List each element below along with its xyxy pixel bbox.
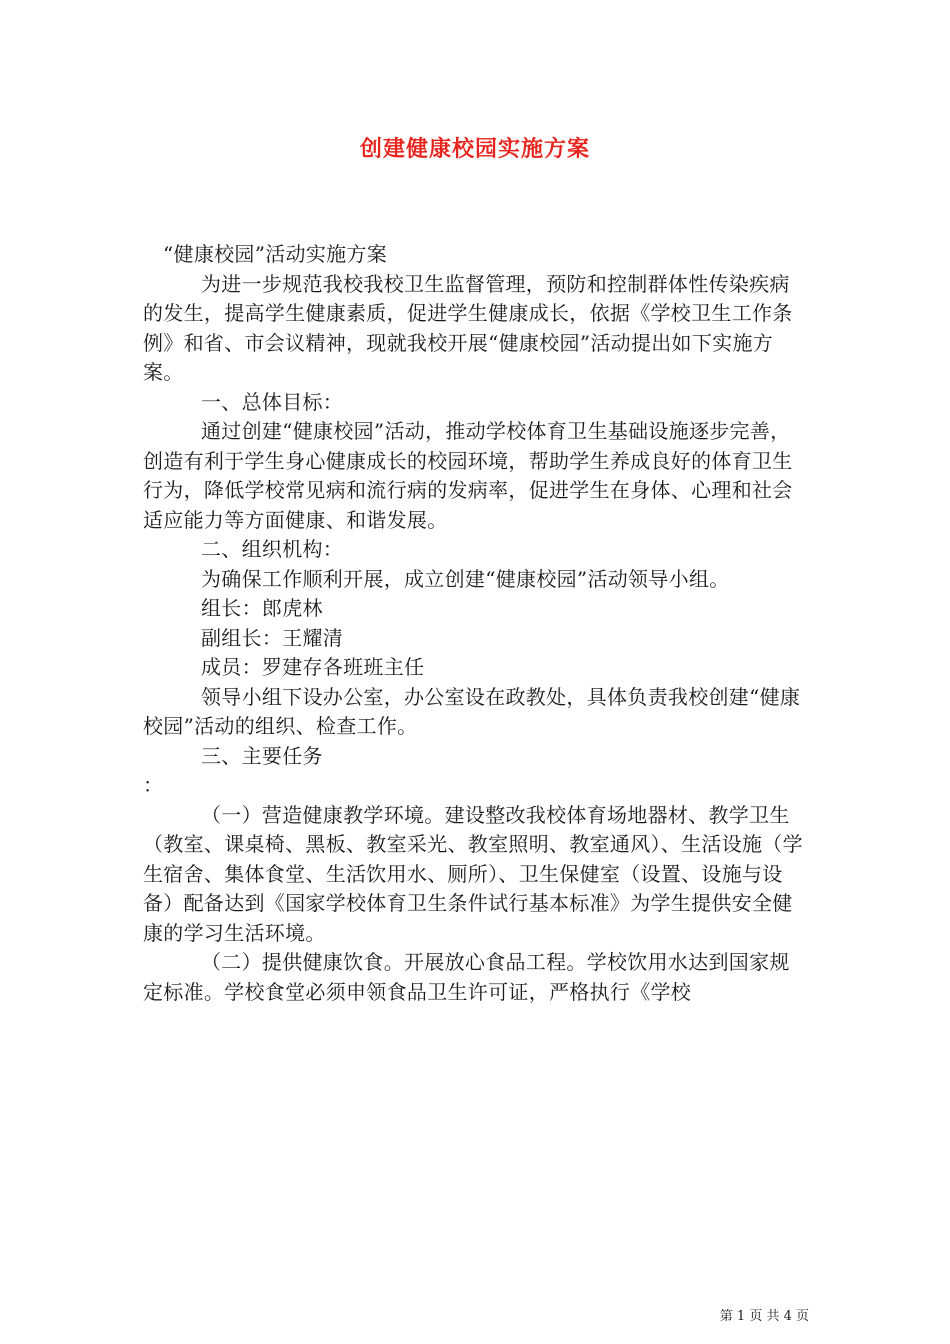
paragraph-organization: 为确保工作顺利开展，成立创建“健康校园”活动领导小组。 <box>201 566 730 591</box>
paragraph-subtitle: “健康校园”活动实施方案 <box>163 242 388 266</box>
deputy-leader-line: 副组长：王耀清 <box>201 625 344 650</box>
section-heading-tasks: 三、主要任务 <box>201 743 323 768</box>
paragraph-task-2: （二）提供健康饮食。开展放心食品工程。学校饮用水达到国家规定标准。学校食堂必须申领食品卫生许可证，严格执行《学校 <box>143 950 790 1004</box>
members-line: 成员：罗建存各班班主任 <box>201 655 425 679</box>
document-body <box>143 240 808 1007</box>
section-heading-goal: 一、总体目标： <box>201 389 344 414</box>
colon-line: ： <box>143 773 164 797</box>
section-heading-organization: 二、组织机构： <box>201 537 344 561</box>
paragraph-office: 领导小组下设办公室，办公室设在政教处，具体负责我校创建“健康校园”活动的组织、检查工作。 <box>143 684 801 738</box>
document-title: 创建健康校园实施方案 <box>359 136 590 162</box>
page-footer: 第 1 页 共 4 页 <box>719 1309 809 1324</box>
paragraph-intro: 为进一步规范我校我校卫生监督管理，预防和控制群体性传染疾病的发生，提高学生健康素质，促进学生健康成长，依据《学校卫生工作条例》和省、市会议精神，现就我校开展“健康校园”活动提出如下实施方案。 <box>143 271 793 384</box>
paragraph-goal: 通过创建“健康校园”活动，推动学校体育卫生基础设施逐步完善，创造有利于学生身心健康成长的校园环境，帮助学生养成良好的体育卫生行为，降低学校常见病和流行病的发病率，促进学生在身体、心理和社会适应能力等方面健康、和谐发展。 <box>143 419 793 532</box>
leader-line: 组长：郎虎林 <box>201 596 323 620</box>
paragraph-task-1: （一）营造健康教学环境。建设整改我校体育场地器材、教学卫生（教室、课桌椅、黑板、教室采光、教室照明、教室通风）、生活设施（学生宿舍、集体食堂、生活饮用水、厕所）、卫生保健室（设置、设施与设备）配备达到《国家学校体育卫生条件试行基本标准》为学生提供安全健康的学习生活环境。 <box>143 802 803 945</box>
